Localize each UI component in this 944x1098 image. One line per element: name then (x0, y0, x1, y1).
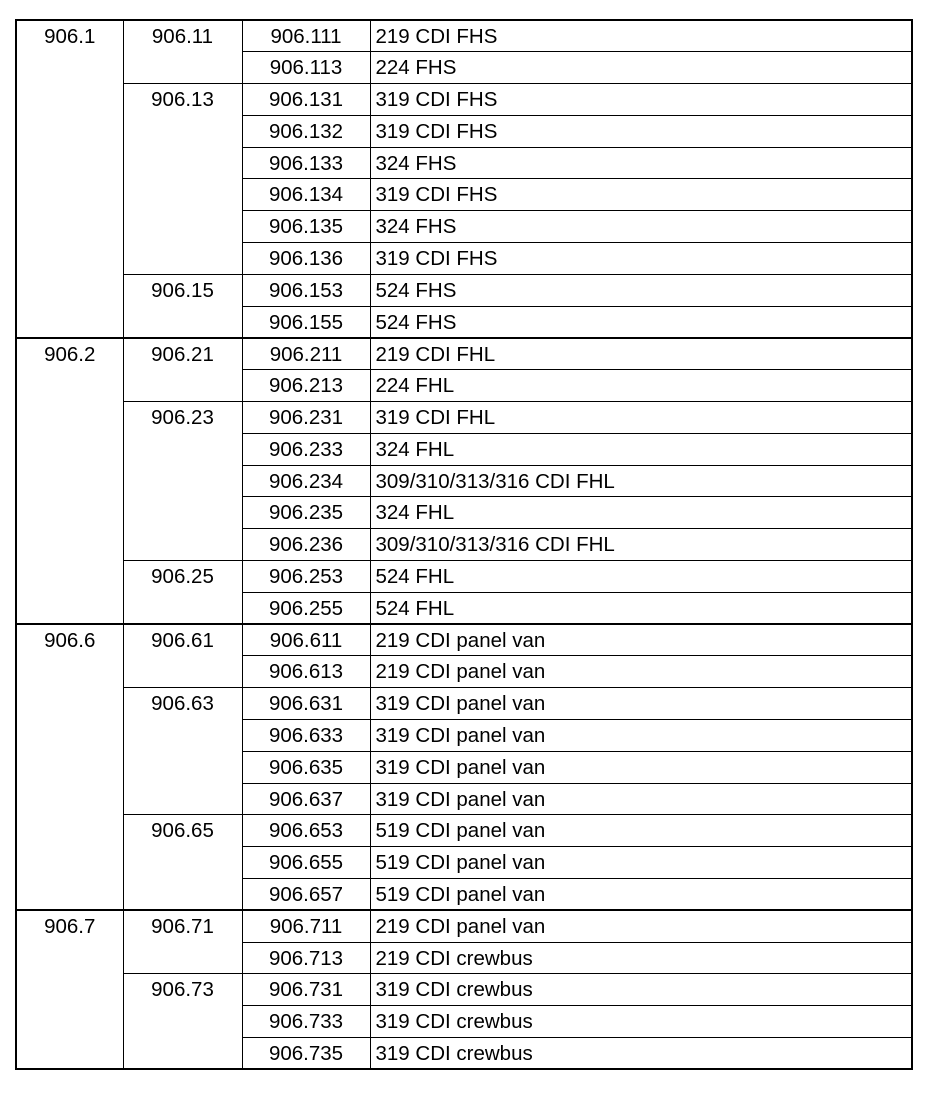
variant-code-cell: 906.113 (242, 52, 370, 84)
variant-code-cell: 906.133 (242, 147, 370, 179)
model-name-cell: 309/310/313/316 CDI FHL (370, 465, 912, 497)
variant-code-cell: 906.233 (242, 433, 370, 465)
variant-code-cell: 906.637 (242, 783, 370, 815)
variant-code-cell: 906.733 (242, 1006, 370, 1038)
variant-code-cell: 906.653 (242, 815, 370, 847)
subgroup-code-cell: 906.63 (123, 688, 242, 815)
model-name-cell: 319 CDI crewbus (370, 1038, 912, 1070)
variant-code-cell: 906.136 (242, 243, 370, 275)
model-name-cell: 224 FHS (370, 52, 912, 84)
subgroup-code-cell: 906.25 (123, 561, 242, 625)
variant-code-cell: 906.735 (242, 1038, 370, 1070)
subgroup-code-cell: 906.21 (123, 338, 242, 402)
subgroup-code-cell: 906.65 (123, 815, 242, 910)
variant-code-cell: 906.132 (242, 115, 370, 147)
variant-code-cell: 906.253 (242, 561, 370, 593)
model-name-cell: 224 FHL (370, 370, 912, 402)
model-name-cell: 219 CDI crewbus (370, 942, 912, 974)
variant-code-cell: 906.135 (242, 211, 370, 243)
subgroup-code-cell: 906.11 (123, 20, 242, 84)
subgroup-code-cell: 906.61 (123, 624, 242, 688)
variant-code-cell: 906.211 (242, 338, 370, 370)
model-name-cell: 319 CDI FHS (370, 179, 912, 211)
variant-code-cell: 906.255 (242, 592, 370, 624)
model-name-cell: 519 CDI panel van (370, 815, 912, 847)
model-name-cell: 319 CDI panel van (370, 783, 912, 815)
model-name-cell: 524 FHS (370, 274, 912, 306)
table-row (16, 561, 912, 593)
variant-code-cell: 906.111 (242, 20, 370, 52)
table-row (16, 20, 912, 52)
table-row (16, 624, 912, 656)
model-name-cell: 319 CDI panel van (370, 751, 912, 783)
model-name-cell: 324 FHL (370, 497, 912, 529)
variant-code-cell: 906.231 (242, 402, 370, 434)
table-row (16, 84, 912, 116)
table-row (16, 974, 912, 1006)
model-name-cell: 319 CDI panel van (370, 688, 912, 720)
variant-code-cell: 906.635 (242, 751, 370, 783)
table-row (16, 688, 912, 720)
group-code-cell: 906.6 (16, 624, 123, 910)
model-name-cell: 219 CDI panel van (370, 656, 912, 688)
table-body (16, 20, 912, 1069)
model-name-cell: 319 CDI FHL (370, 402, 912, 434)
model-name-cell: 219 CDI FHL (370, 338, 912, 370)
model-name-cell: 519 CDI panel van (370, 847, 912, 879)
table-row (16, 274, 912, 306)
variant-code-cell: 906.613 (242, 656, 370, 688)
model-name-cell: 319 CDI crewbus (370, 1006, 912, 1038)
variant-code-cell: 906.633 (242, 720, 370, 752)
subgroup-code-cell: 906.71 (123, 910, 242, 974)
variant-code-cell: 906.711 (242, 910, 370, 942)
model-name-cell: 519 CDI panel van (370, 879, 912, 911)
model-name-cell: 324 FHS (370, 211, 912, 243)
subgroup-code-cell: 906.15 (123, 274, 242, 338)
variant-code-cell: 906.235 (242, 497, 370, 529)
variant-code-cell: 906.213 (242, 370, 370, 402)
model-name-cell: 524 FHL (370, 592, 912, 624)
model-name-cell: 319 CDI FHS (370, 243, 912, 275)
model-name-cell: 219 CDI panel van (370, 910, 912, 942)
model-name-cell: 309/310/313/316 CDI FHL (370, 529, 912, 561)
variant-code-cell: 906.134 (242, 179, 370, 211)
table-row (16, 402, 912, 434)
model-code-table (15, 19, 913, 1070)
variant-code-cell: 906.153 (242, 274, 370, 306)
group-code-cell: 906.1 (16, 20, 123, 338)
model-name-cell: 524 FHS (370, 306, 912, 338)
variant-code-cell: 906.234 (242, 465, 370, 497)
table-row (16, 338, 912, 370)
model-name-cell: 524 FHL (370, 561, 912, 593)
variant-code-cell: 906.713 (242, 942, 370, 974)
variant-code-cell: 906.131 (242, 84, 370, 116)
subgroup-code-cell: 906.73 (123, 974, 242, 1069)
variant-code-cell: 906.631 (242, 688, 370, 720)
group-code-cell: 906.7 (16, 910, 123, 1069)
table-row (16, 910, 912, 942)
model-name-cell: 319 CDI crewbus (370, 974, 912, 1006)
subgroup-code-cell: 906.13 (123, 84, 242, 275)
model-name-cell: 319 CDI panel van (370, 720, 912, 752)
model-name-cell: 219 CDI panel van (370, 624, 912, 656)
variant-code-cell: 906.611 (242, 624, 370, 656)
model-name-cell: 319 CDI FHS (370, 115, 912, 147)
table-row (16, 815, 912, 847)
variant-code-cell: 906.731 (242, 974, 370, 1006)
variant-code-cell: 906.236 (242, 529, 370, 561)
group-code-cell: 906.2 (16, 338, 123, 624)
variant-code-cell: 906.657 (242, 879, 370, 911)
variant-code-cell: 906.655 (242, 847, 370, 879)
subgroup-code-cell: 906.23 (123, 402, 242, 561)
model-name-cell: 319 CDI FHS (370, 84, 912, 116)
variant-code-cell: 906.155 (242, 306, 370, 338)
model-name-cell: 324 FHS (370, 147, 912, 179)
model-name-cell: 324 FHL (370, 433, 912, 465)
model-name-cell: 219 CDI FHS (370, 20, 912, 52)
